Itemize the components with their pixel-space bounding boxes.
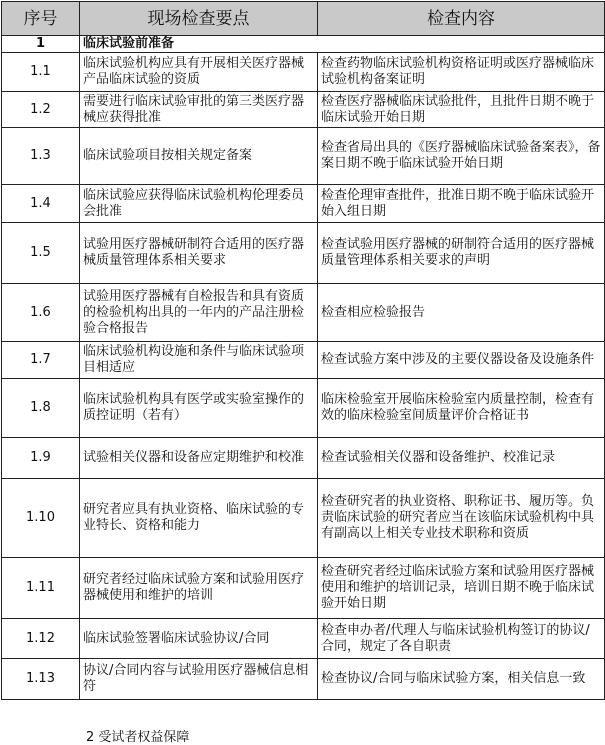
row-point: 协议/合同内容与试验用医疗器械信息相符 — [80, 659, 318, 700]
row-content: 检查研究者的执业资格、职称证书、履历等。负责临床试验的研究者应当在该临床试验机构中具有副高以上相关专业技术职称和资质 — [318, 479, 605, 558]
row-content: 检查药物临床试验机构资格证明或医疗器械临床试验机构备案证明 — [318, 53, 605, 92]
table-row — [2, 53, 605, 92]
row-num: 1.1 — [2, 53, 80, 92]
table-row — [2, 128, 605, 185]
row-num: 1.11 — [2, 558, 80, 619]
header-num: 序号 — [2, 2, 80, 36]
table-row — [2, 342, 605, 379]
row-point: 需要进行临床试验审批的第三类医疗器械应获得批准 — [80, 92, 318, 128]
table-row — [2, 479, 605, 558]
table-row — [2, 619, 605, 659]
row-content: 检查医疗器械临床试验批件，且批件日期不晚于临床试验开始日期 — [318, 92, 605, 128]
row-content: 检查相应检验报告 — [318, 284, 605, 342]
row-content: 检查协议/合同与临床试验方案，相关信息一致 — [318, 659, 605, 700]
row-num: 1.10 — [2, 479, 80, 558]
row-point: 临床试验应获得临床试验机构伦理委员会批准 — [80, 185, 318, 223]
table-row — [2, 659, 605, 700]
row-content: 检查研究者经过临床试验方案和试验用医疗器械使用和维护的培训记录，培训日期不晚于临床试验开始日期 — [318, 558, 605, 619]
table-row — [2, 223, 605, 284]
table-row — [2, 558, 605, 619]
row-num: 1.5 — [2, 223, 80, 284]
table-row — [2, 185, 605, 223]
row-num: 1.3 — [2, 128, 80, 185]
header-content: 检查内容 — [318, 2, 605, 36]
row-point: 临床试验项目按相关规定备案 — [80, 128, 318, 185]
table-row — [2, 379, 605, 438]
row-point: 研究者经过临床试验方案和试验用医疗器械使用和维护的培训 — [80, 558, 318, 619]
row-content: 检查伦理审查批件，批准日期不晚于临床试验开始入组日期 — [318, 185, 605, 223]
row-num: 1.13 — [2, 659, 80, 700]
table-row — [2, 92, 605, 128]
row-num: 1.12 — [2, 619, 80, 659]
row-content: 检查申办者/代理人与临床试验机构签订的协议/合同，规定了各自职责 — [318, 619, 605, 659]
row-content: 检查试验方案中涉及的主要仪器设备及设施条件 — [318, 342, 605, 379]
row-num: 1.4 — [2, 185, 80, 223]
row-point: 试验相关仪器和设备应定期维护和校准 — [80, 438, 318, 479]
section-row — [2, 36, 605, 53]
table-row — [2, 438, 605, 479]
section-num: 1 — [2, 36, 80, 53]
row-point: 临床试验机构设施和条件与临床试验项目相适应 — [80, 342, 318, 379]
row-num: 1.6 — [2, 284, 80, 342]
row-point: 研究者应具有执业资格、临床试验的专业特长、资格和能力 — [80, 479, 318, 558]
row-point: 临床试验机构应具有开展相关医疗器械产品临床试验的资质 — [80, 53, 318, 92]
section-title: 临床试验前准备 — [80, 36, 605, 53]
table-row — [2, 284, 605, 342]
row-num: 1.9 — [2, 438, 80, 479]
row-num: 1.7 — [2, 342, 80, 379]
row-content: 检查省局出具的《医疗器械临床试验备案表》，备案日期不晚于临床试验开始日期 — [318, 128, 605, 185]
row-point: 临床试验机构具有医学或实验室操作的质控证明（若有） — [80, 379, 318, 438]
row-num: 1.8 — [2, 379, 80, 438]
next-section-cutoff: 2 受试者权益保障 — [86, 730, 190, 745]
header-point: 现场检查要点 — [80, 2, 318, 36]
row-num: 1.2 — [2, 92, 80, 128]
row-point: 试验用医疗器械研制符合适用的医疗器械质量管理体系相关要求 — [80, 223, 318, 284]
row-content: 检查试验相关仪器和设备维护、校准记录 — [318, 438, 605, 479]
row-content: 临床检验室开展临床检验室内质量控制，检查有效的临床检验室间质量评价合格证书 — [318, 379, 605, 438]
row-point: 试验用医疗器械有自检报告和具有资质的检验机构出具的一年内的产品注册检验合格报告 — [80, 284, 318, 342]
row-content: 检查试验用医疗器械的研制符合适用的医疗器械质量管理体系相关要求的声明 — [318, 223, 605, 284]
row-point: 临床试验签署临床试验协议/合同 — [80, 619, 318, 659]
inspection-table — [1, 1, 605, 700]
header-row — [2, 2, 605, 36]
